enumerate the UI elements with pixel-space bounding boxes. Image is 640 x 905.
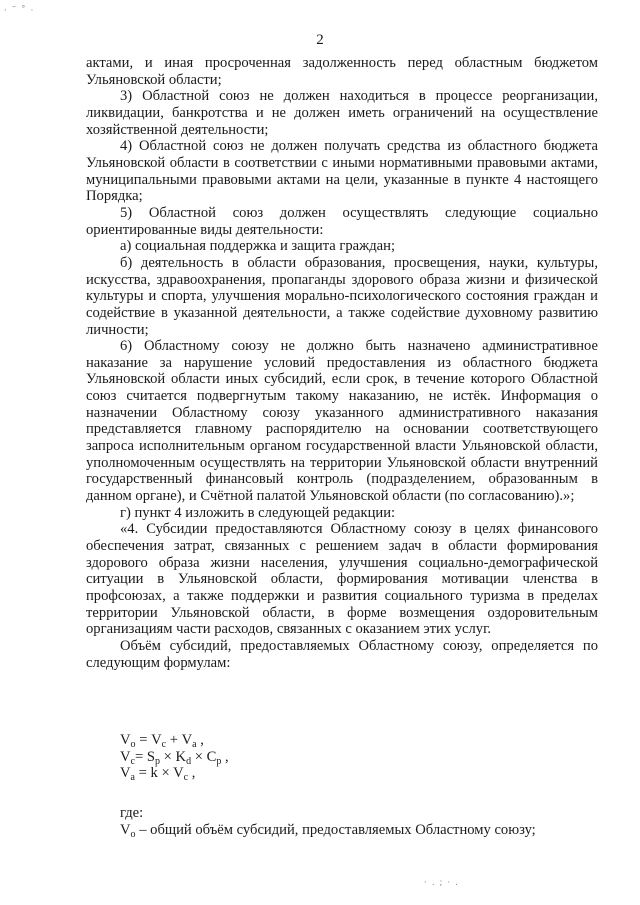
paragraph-amendment-g: г) пункт 4 изложить в следующей редакции: xyxy=(120,504,396,521)
formula-volume-c: $V_с= S_р \times K_d \times C_р$ , xyxy=(120,748,229,767)
definitions-block xyxy=(120,805,600,838)
formula-total-volume: $V_о = V_с + V_а$ , xyxy=(120,732,204,750)
where-label: где: xyxy=(120,805,144,821)
definition-total-volume: $V_о$ – общий объём субсидий, предоставляемых Областному союзу; xyxy=(120,821,536,840)
paragraph-volume-formula-intro: Объём субсидий, предоставляемых Областному союзу, определяется по следующим формулам: xyxy=(86,637,598,671)
paragraph-item-3: 3) Областной союз не должен находиться в процессе реорганизации, ликвидации, банкротства и не должен иметь ограничений на осуществление хозяйственной деятельности; xyxy=(86,88,598,138)
paragraph-item-6: 6) Областному союзу не должно быть назначено административное наказание за нарушение условий предоставления из областного бюджета Ульяновской области иных субсидий, если срок, в течение которого Областной союз считается подвергнутым такому наказанию, не истёк. Информация о назначении Областному союзу указанного административного наказания представляется главному распорядителю на основании соответствующего запроса исполнительным органом государственной власти Ульяновской области, уполномоченным осуществлять на территории Ульяновской области внутренний государственный финансовый контроль (подразделением, образованным в данном органе), и Счётной палатой Ульяновской области (по согласованию).»; xyxy=(86,338,598,505)
paragraph-item-4: 4) Областной союз не должен получать средства из областного бюджета Ульяновской области в соответствии с иными нормативными правовыми актами, муниципальными правовыми актами на цели, указанные в пункте 4 настоящего Порядка; xyxy=(86,138,598,205)
paragraph-subitem-a: а) социальная поддержка и защита граждан; xyxy=(120,238,396,255)
body-text xyxy=(86,55,598,671)
page-number: 2 xyxy=(316,32,324,48)
formula-block xyxy=(120,732,229,782)
paragraph-continuation: актами, и иная просроченная задолженность перед областным бюджетом Ульяновской области; xyxy=(86,55,598,88)
scan-noise-top-left: · ˜ ˚ · xyxy=(4,6,35,16)
scan-noise-bottom-right: · . ; · . xyxy=(424,878,459,888)
formula-volume-a: $V_а = k \times V_с$ , xyxy=(120,765,196,784)
paragraph-item-5: 5) Областной союз должен осуществлять следующие социально ориентированные виды деятельности: xyxy=(86,204,598,238)
paragraph-point-4: «4. Субсидии предоставляются Областному союзу в целях финансового обеспечения затрат, связанных с решением задач в области формирования здорового образа жизни населения, улучшения социально-демографической ситуации в Ульяновской области, формирования мотивации членства в профсоюзах, а также поддержки и развития социального туризма в пределах территории Ульяновской области, в форме возмещения оздоровительным организациям части расходов, связанных с оказанием этих услуг. xyxy=(86,521,598,638)
paragraph-subitem-b: б) деятельность в области образования, просвещения, науки, культуры, искусства, здравоохранения, пропаганды здорового образа жизни и физической культуры и спорта, улучшения морально-психологического состояния граждан и содействие в указанной деятельности, а также содействие духовному развитию личности; xyxy=(86,254,598,338)
